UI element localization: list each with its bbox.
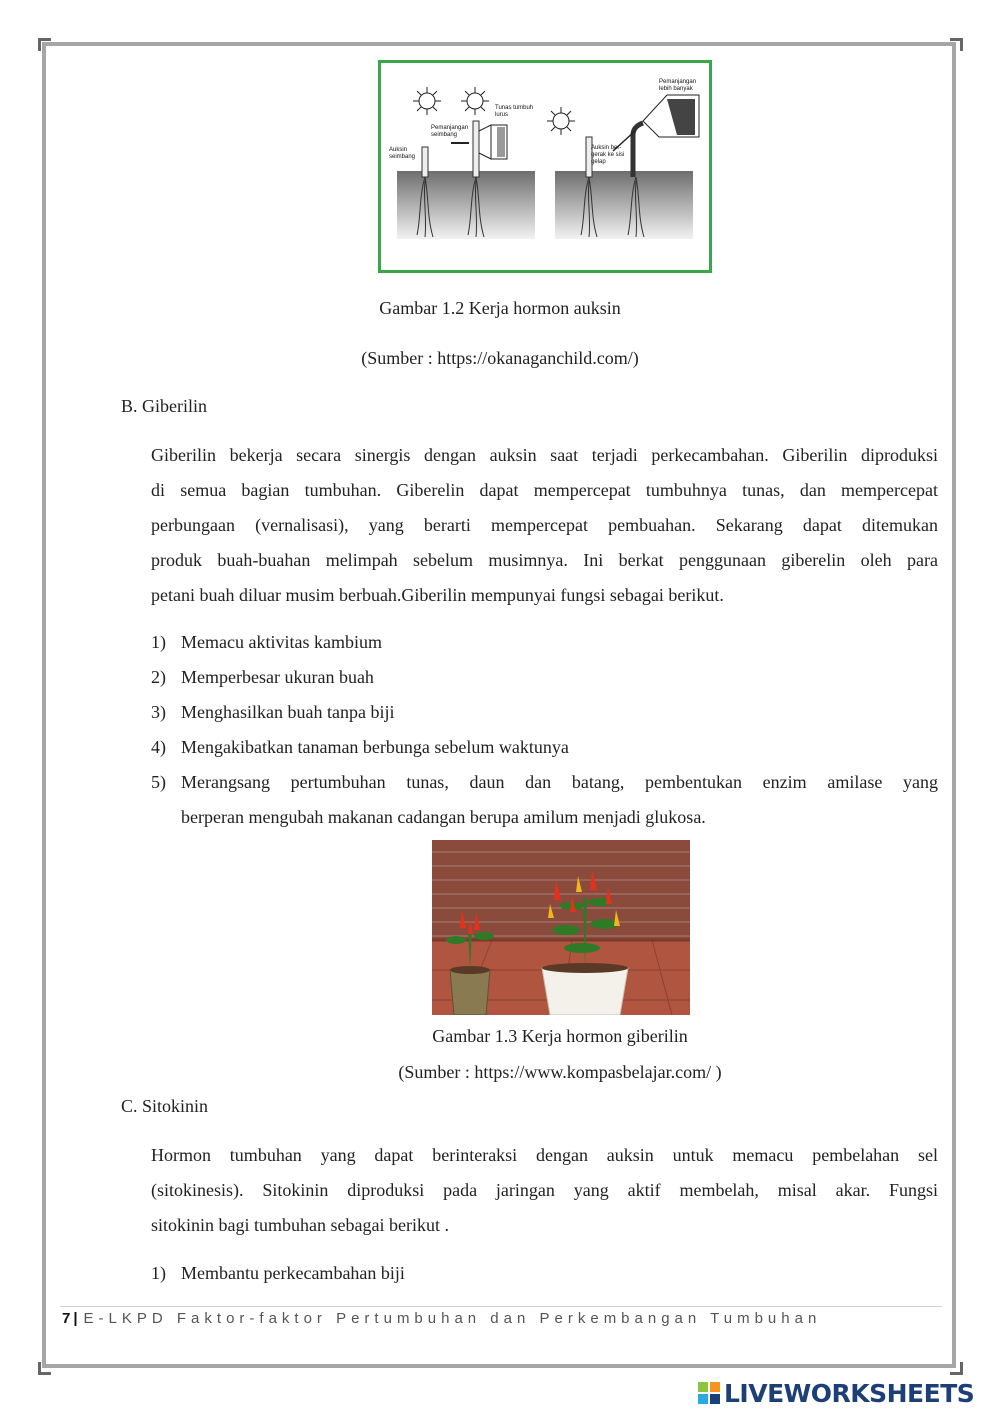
- paragraph-line: perbungaan (vernalisasi), yang berarti mempercepat pembuahan. Sekarang dapat ditemukan: [151, 515, 938, 535]
- frame-corner-mark: [950, 38, 963, 51]
- potted-pepper-plants: [432, 840, 690, 1015]
- paragraph-line: Hormon tumbuhan yang dapat berinteraksi dengan auksin untuk memacu pembelahan sel: [151, 1145, 938, 1165]
- figure-source: (Sumber : https://okanaganchild.com/): [361, 348, 639, 368]
- section-heading-sitokinin: C. Sitokinin: [121, 1096, 209, 1116]
- footer-separator: |: [73, 1310, 78, 1327]
- liveworksheets-logo-icon: [698, 1382, 720, 1404]
- frame-corner-mark: [38, 1362, 51, 1375]
- paragraph-line: (sitokinesis). Sitokinin diproduksi pada jaringan yang aktif membelah, misal akar. Fungsi: [151, 1180, 938, 1200]
- figure-source: (Sumber : https://www.kompasbelajar.com/ ): [398, 1062, 722, 1082]
- paragraph-giberilin: [151, 438, 938, 613]
- sun-icon: [547, 107, 575, 135]
- paragraph-line: sitokinin bagi tumbuhan sebagai berikut .: [151, 1215, 449, 1235]
- auxin-figure: [378, 60, 712, 273]
- liveworksheets-brand: [698, 1378, 974, 1408]
- paragraph-line: Giberilin bekerja secara sinergis dengan auksin saat terjadi perkecambahan. Giberilin diproduksi: [151, 445, 938, 465]
- brand-name: LIVEWORKSHEETS: [724, 1378, 975, 1408]
- figure-caption: Gambar 1.2 Kerja hormon auksin: [379, 298, 621, 318]
- page-number: 7: [62, 1310, 71, 1327]
- zoom-cells: [497, 127, 505, 157]
- section-heading-giberilin: B. Giberilin: [121, 396, 207, 416]
- label-pemanjangan-lebih-banyak: Pemanjangan lebih banyak: [659, 79, 697, 92]
- frame-corner-mark: [950, 1362, 963, 1375]
- sun-icon: [413, 87, 441, 115]
- frame-corner-mark: [38, 38, 51, 51]
- page-footer: [62, 1310, 821, 1327]
- paragraph-line: produk buah-buahan melimpah sebelum musimnya. Ini berkat penggunaan giberelin oleh para: [151, 550, 938, 570]
- giberilin-photo: [432, 840, 690, 1015]
- soil-right: [555, 171, 693, 239]
- footer-title: E-LKPD Faktor-faktor Pertumbuhan dan Perkembangan Tumbuhan: [83, 1310, 822, 1327]
- zoom-lines: [479, 125, 491, 159]
- paragraph-line: di semua bagian tumbuhan. Giberelin dapat mempercepat tumbuhnya tunas, dan mempercepat: [151, 480, 938, 500]
- label-tunas-tumbuh-lurus: Tunas tumbuh lurus: [495, 105, 534, 118]
- paragraph-line: petani buah diluar musim berbuah.Giberilin mempunyai fungsi sebagai berikut.: [151, 585, 724, 605]
- sun-icon: [461, 87, 489, 115]
- label-auksin-seimbang: Auksin seimbang: [389, 147, 416, 160]
- figure-caption: Gambar 1.3 Kerja hormon giberilin: [432, 1026, 688, 1046]
- footer-divider: [60, 1306, 942, 1307]
- label-pemanjangan-seimbang: Pemanjangan seimbang: [431, 125, 469, 138]
- label-auksin-bergerak: Auksin ber-gerak ke sisi gelap: [591, 145, 625, 165]
- paragraph-sitokinin: [151, 1138, 938, 1243]
- auxin-diagram: [381, 63, 709, 270]
